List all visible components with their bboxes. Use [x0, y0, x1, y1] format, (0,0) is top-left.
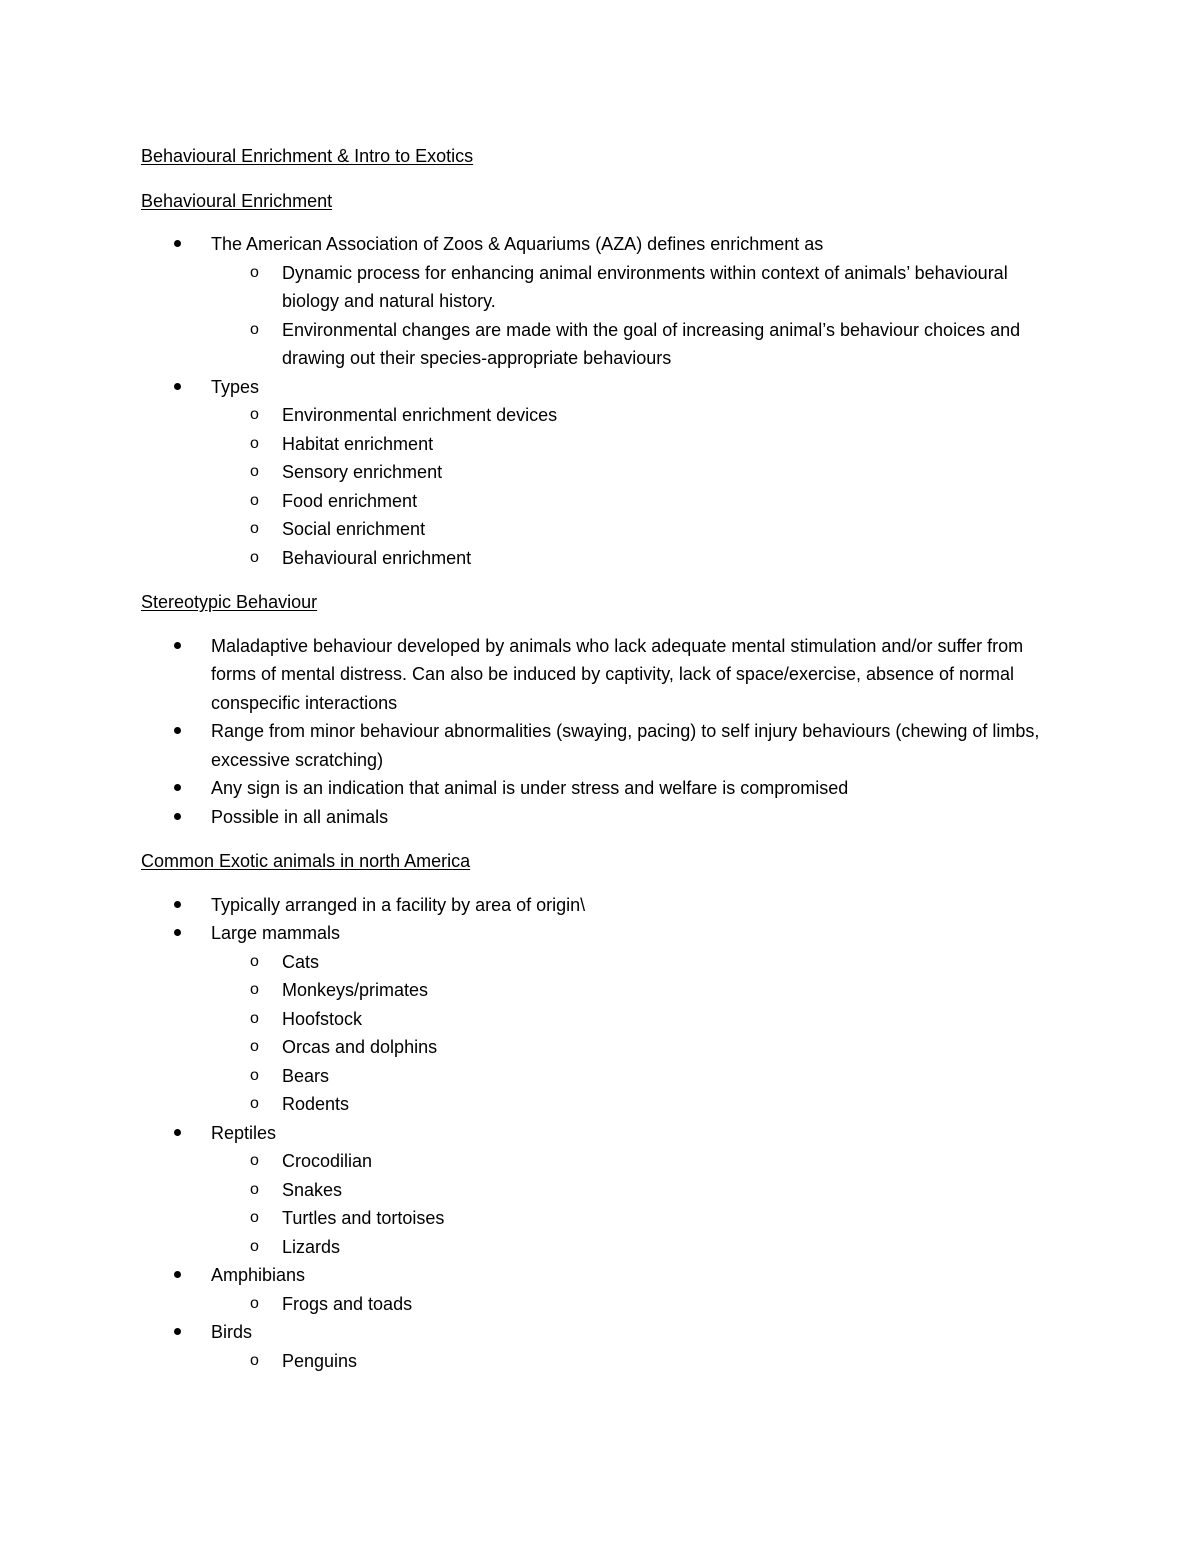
bullet-list: [141, 632, 1061, 832]
bullet-item: [141, 891, 1061, 920]
bullet-item: [141, 803, 1061, 832]
bullet-item: [141, 717, 1061, 774]
bullet-item: [141, 632, 1061, 718]
sub-bullet-item: o Penguins: [211, 1347, 1061, 1376]
document-body: [141, 187, 1061, 1376]
bullet-item-text: Possible in all animals: [211, 806, 389, 827]
bullet-item-text: Reptiles: [211, 1122, 277, 1143]
bullet-item: [141, 230, 1061, 373]
bullet-list: [141, 230, 1061, 572]
sub-bullet-item: o Rodents: [211, 1090, 1061, 1119]
sub-bullet-list: [211, 401, 1061, 572]
sub-bullet-list: [211, 1347, 1061, 1376]
section-heading: Stereotypic Behaviour: [141, 592, 318, 612]
sub-bullet-item: o Lizards: [211, 1233, 1061, 1262]
sub-bullet-item: o Social enrichment: [211, 515, 1061, 544]
bullet-item: [141, 774, 1061, 803]
bullet-item-text: Birds: [211, 1322, 253, 1342]
bullet-list: [141, 891, 1061, 1376]
document-title: Behavioural Enrichment & Intro to Exotics: [141, 146, 474, 166]
section: [141, 187, 1061, 573]
document-page: [141, 142, 1061, 1391]
bullet-item-text: Range from minor behaviour abnormalities (swaying, pacing) to self injury behaviours (chewing of limbs, excessive scratching): [211, 721, 1040, 770]
bullet-item: [141, 1119, 1061, 1262]
bullet-item-text: Amphibians: [211, 1265, 306, 1285]
sub-bullet-item: o Frogs and toads: [211, 1290, 1061, 1319]
sub-bullet-item: o Monkeys/primates: [211, 976, 1061, 1005]
sub-bullet-item: o Cats: [211, 948, 1061, 977]
sub-bullet-item: o Turtles and tortoises: [211, 1204, 1061, 1233]
sub-bullet-item: o Crocodilian: [211, 1147, 1061, 1176]
sub-bullet-list: [211, 1290, 1061, 1319]
sub-bullet-list: [211, 948, 1061, 1119]
sub-bullet-item: o Hoofstock: [211, 1005, 1061, 1034]
sub-bullet-item: o Environmental enrichment devices: [211, 401, 1061, 430]
sub-bullet-item: o Habitat enrichment: [211, 430, 1061, 459]
section-heading: Behavioural Enrichment: [141, 190, 333, 211]
bullet-item-text: Types: [211, 376, 260, 397]
sub-bullet-item: o Sensory enrichment: [211, 458, 1061, 487]
bullet-item-text: Maladaptive behaviour developed by animals who lack adequate mental stimulation and/or suffer from forms of mental distress. Can also be induced by captivity, lack of space/exercise, absence of normal conspecific interactions: [211, 635, 1024, 713]
sub-bullet-list: [211, 1147, 1061, 1261]
bullet-item-text: The American Association of Zoos & Aquariums (AZA) defines enrichment as: [211, 234, 824, 254]
sub-bullet-item: o Food enrichment: [211, 487, 1061, 516]
sub-bullet-item: o Orcas and dolphins: [211, 1033, 1061, 1062]
bullet-item-text: Large mammals: [211, 923, 341, 943]
section: [141, 588, 1061, 831]
bullet-item: [141, 919, 1061, 1119]
sub-bullet-item: o Behavioural enrichment: [211, 544, 1061, 573]
bullet-item-text: Typically arranged in a facility by area of origin\: [211, 894, 586, 915]
sub-bullet-item: o Bears: [211, 1062, 1061, 1091]
bullet-item: [141, 1261, 1061, 1318]
section-heading: Common Exotic animals in north America: [141, 851, 471, 871]
sub-bullet-item: o Environmental changes are made with the goal of increasing animal’s behaviour choices and drawing out their species-appropriate behaviours: [211, 316, 1061, 373]
bullet-item: [141, 373, 1061, 573]
section: [141, 847, 1061, 1375]
sub-bullet-item: o Snakes: [211, 1176, 1061, 1205]
sub-bullet-list: [211, 259, 1061, 373]
sub-bullet-item: o Dynamic process for enhancing animal environments within context of animals’ behavioural biology and natural history.: [211, 259, 1061, 316]
bullet-item: [141, 1318, 1061, 1375]
bullet-item-text: Any sign is an indication that animal is under stress and welfare is compromised: [211, 778, 849, 798]
